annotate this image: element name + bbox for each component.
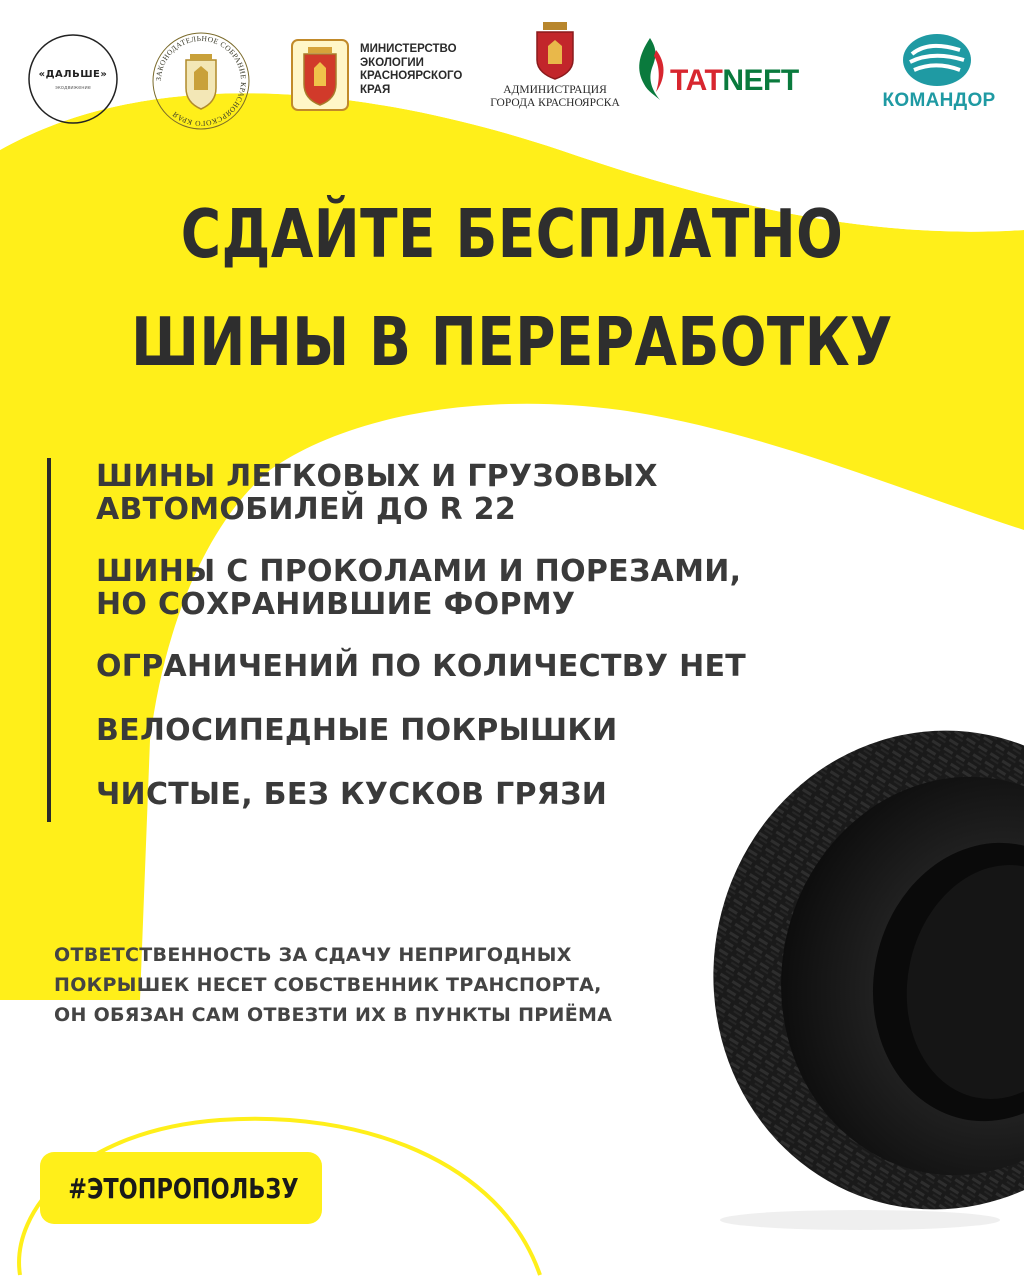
coat-of-arms-icon bbox=[288, 38, 352, 112]
list-item: ШИНЫ С ПРОКОЛАМИ И ПОРЕЗАМИ, НО СОХРАНИВШИЕ ФОРМУ bbox=[96, 554, 742, 622]
list-item: ЧИСТЫЕ, БЕЗ КУСКОВ ГРЯЗИ bbox=[96, 777, 608, 812]
assembly-logo bbox=[150, 30, 252, 132]
flame-icon bbox=[630, 36, 670, 102]
tatneft-name: TATNEFT bbox=[670, 64, 799, 97]
dalshe-name: «ДАЛЬШЕ» bbox=[38, 69, 108, 80]
dalshe-logo bbox=[26, 32, 120, 126]
tatneft-logo bbox=[630, 36, 856, 102]
komandor-name: КОМАНДОР bbox=[882, 90, 996, 111]
dalshe-subtitle: экодвижение bbox=[55, 85, 91, 91]
hashtag-badge bbox=[40, 1152, 322, 1224]
assembly-text: ЗАКОНОДАТЕЛЬНОЕ СОБРАНИЕ КРАСНОЯРСКОГО КРАЯ bbox=[153, 33, 249, 129]
list-item: ВЕЛОСИПЕДНЫЕ ПОКРЫШКИ bbox=[96, 713, 618, 748]
list-item: ШИНЫ ЛЕГКОВЫХ И ГРУЗОВЫХ АВТОМОБИЛЕЙ ДО R 22 bbox=[96, 459, 658, 527]
headline-line-2: ШИНЫ В ПЕРЕРАБОТКУ bbox=[131, 303, 893, 381]
ministry-logo bbox=[288, 38, 488, 112]
coat-of-arms-icon bbox=[150, 30, 252, 132]
list-accent-bar bbox=[47, 458, 51, 822]
headline-line-1: СДАЙТЕ БЕСПЛАТНО bbox=[180, 195, 844, 273]
hashtag-text: #ЭТОПРОПОЛЬЗУ bbox=[68, 1172, 299, 1205]
city-shield-icon bbox=[534, 22, 576, 80]
headline bbox=[125, 180, 899, 396]
ministry-name: МИНИСТЕРСТВО ЭКОЛОГИИ КРАСНОЯРСКОГО КРАЯ bbox=[360, 43, 463, 96]
list-item: ОГРАНИЧЕНИЙ ПО КОЛИЧЕСТВУ НЕТ bbox=[96, 649, 747, 684]
komandor-logo bbox=[866, 32, 1012, 114]
komandor-mark-icon bbox=[900, 32, 974, 88]
administration-name: АДМИНИСТРАЦИЯ ГОРОДА КРАСНОЯРСКА bbox=[490, 84, 620, 109]
tire-image bbox=[700, 720, 1024, 1240]
administration-logo bbox=[480, 22, 630, 112]
responsibility-note: ОТВЕТСТВЕННОСТЬ ЗА СДАЧУ НЕПРИГОДНЫХ ПОКРЫШЕК НЕСЕТ СОБСТВЕННИК ТРАНСПОРТА, ОН ОБЯЗАН САМ ОТВЕЗТИ ИХ В ПУНКТЫ ПРИЁМА bbox=[54, 944, 613, 1026]
